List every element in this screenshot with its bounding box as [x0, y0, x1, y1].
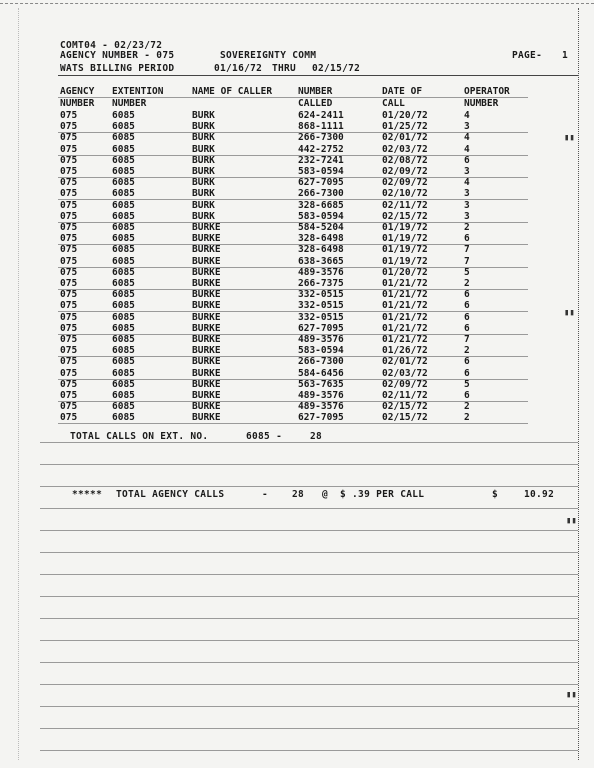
number-called: 583-0594 — [298, 345, 344, 357]
number-called: 332-0515 — [298, 300, 344, 312]
caller-name: BURKE — [192, 278, 221, 289]
operator-number: 7 — [464, 255, 470, 267]
agency-number: 075 — [60, 289, 78, 301]
ext-number: 6085 — [112, 233, 135, 245]
caller-name: BURK — [192, 210, 215, 222]
agency-total-dash: - — [262, 489, 269, 500]
ext-total-ext: 6085 - — [246, 431, 283, 442]
ext-number: 6085 — [112, 110, 135, 121]
call-date: 02/01/72 — [382, 132, 428, 144]
form-line — [40, 706, 578, 707]
agency-name: SOVEREIGNTY COMM — [220, 50, 317, 61]
number-called: 489-3576 — [298, 401, 344, 413]
form-line — [40, 640, 578, 641]
col-caller-heading: NAME OF CALLER — [192, 86, 273, 97]
caller-name: BURKE — [192, 412, 221, 424]
col-agency-subheading: NUMBER — [60, 98, 95, 109]
ext-number: 6085 — [112, 255, 135, 267]
number-called: 583-0594 — [298, 166, 344, 177]
number-called: 627-7095 — [298, 177, 344, 189]
operator-number: 4 — [464, 143, 470, 155]
caller-name: BURKE — [192, 378, 221, 390]
ext-number: 6085 — [112, 278, 135, 289]
agency-number: 075 — [60, 121, 78, 133]
number-called: 266-7375 — [298, 278, 344, 289]
number-called: 332-0515 — [298, 311, 344, 323]
operator-number: 2 — [464, 222, 470, 233]
form-line — [40, 552, 578, 553]
call-date: 01/21/72 — [382, 311, 428, 323]
margin-mark-3: ▮▮ — [566, 516, 577, 526]
form-line — [40, 750, 578, 751]
agency-number: 075 — [60, 334, 78, 345]
form-line — [40, 530, 578, 531]
ext-number: 6085 — [112, 378, 135, 390]
caller-name: BURKE — [192, 401, 221, 413]
call-date: 01/19/72 — [382, 255, 428, 267]
col-number-heading: NUMBER — [298, 86, 333, 97]
ext-number: 6085 — [112, 345, 135, 357]
margin-mark-4: ▮▮ — [566, 690, 577, 700]
agency-total-stars: ***** — [72, 489, 103, 500]
ext-number: 6085 — [112, 401, 135, 413]
call-date: 02/09/72 — [382, 378, 428, 390]
col-ext-heading: EXTENTION — [112, 86, 164, 97]
ext-number: 6085 — [112, 322, 135, 334]
col-ext-subheading: NUMBER — [112, 98, 147, 109]
call-date: 02/10/72 — [382, 188, 428, 200]
ext-number: 6085 — [112, 300, 135, 312]
agency-number: 075 — [60, 222, 78, 233]
call-date: 02/03/72 — [382, 143, 428, 155]
ext-number: 6085 — [112, 367, 135, 379]
caller-name: BURKE — [192, 300, 221, 312]
caller-name: BURKE — [192, 266, 221, 278]
form-line — [40, 486, 578, 487]
agency-number: 075 — [60, 210, 78, 222]
ext-number: 6085 — [112, 154, 135, 166]
operator-number: 6 — [464, 289, 470, 301]
caller-name: BURK — [192, 121, 215, 133]
ext-number: 6085 — [112, 177, 135, 189]
form-line — [40, 442, 578, 443]
agency-number: 075 — [60, 390, 78, 401]
call-date: 02/09/72 — [382, 166, 428, 177]
operator-number: 2 — [464, 278, 470, 289]
operator-number: 3 — [464, 210, 470, 222]
ext-number: 6085 — [112, 121, 135, 133]
agency-number: 075 — [60, 255, 78, 267]
caller-name: BURKE — [192, 322, 221, 334]
number-called: 266-7300 — [298, 356, 344, 368]
ext-number: 6085 — [112, 132, 135, 144]
operator-number: 2 — [464, 401, 470, 413]
ext-number: 6085 — [112, 210, 135, 222]
ext-number: 6085 — [112, 289, 135, 301]
ext-number: 6085 — [112, 266, 135, 278]
agency-number: 075 — [60, 188, 78, 200]
caller-name: BURK — [192, 188, 215, 200]
agency-total-rate: $ .39 PER CALL — [340, 489, 425, 500]
operator-number: 6 — [464, 390, 470, 401]
call-date: 01/21/72 — [382, 334, 428, 345]
col-operator-heading: OPERATOR — [464, 86, 510, 97]
agency-number: 075 — [60, 311, 78, 323]
number-called: 563-7635 — [298, 378, 344, 390]
ext-total-count: 28 — [310, 431, 323, 442]
agency-number: 075 — [60, 154, 78, 166]
agency-total-count: 28 — [292, 489, 305, 500]
caller-name: BURKE — [192, 345, 221, 357]
caller-name: BURK — [192, 143, 215, 155]
ext-number: 6085 — [112, 334, 135, 345]
agency-number: 075 — [60, 345, 78, 357]
operator-number: 5 — [464, 378, 470, 390]
caller-name: BURKE — [192, 244, 221, 256]
form-line — [40, 464, 578, 465]
call-date: 02/15/72 — [382, 401, 428, 413]
operator-number: 6 — [464, 300, 470, 312]
agency-number: 075 — [60, 110, 78, 121]
ext-number: 6085 — [112, 222, 135, 233]
call-date: 01/21/72 — [382, 300, 428, 312]
operator-number: 6 — [464, 311, 470, 323]
number-called: 328-6685 — [298, 199, 344, 211]
form-line — [40, 662, 578, 663]
operator-number: 4 — [464, 110, 470, 121]
number-called: 627-7095 — [298, 412, 344, 424]
number-called: 232-7241 — [298, 154, 344, 166]
agency-label: AGENCY NUMBER - 075 — [60, 50, 175, 61]
ext-number: 6085 — [112, 412, 135, 424]
caller-name: BURKE — [192, 367, 221, 379]
operator-number: 2 — [464, 345, 470, 357]
operator-number: 7 — [464, 244, 470, 256]
page-label: PAGE- — [512, 50, 543, 61]
form-line — [40, 508, 578, 509]
number-called: 266-7300 — [298, 132, 344, 144]
form-line — [40, 684, 578, 685]
call-date: 01/21/72 — [382, 289, 428, 301]
col-number-subheading: CALLED — [298, 98, 333, 109]
agency-number: 075 — [60, 322, 78, 334]
agency-total-dollar: $ — [492, 489, 499, 500]
operator-number: 6 — [464, 322, 470, 334]
col-operator-subheading: NUMBER — [464, 98, 499, 109]
col-agency-heading: AGENCY — [60, 86, 95, 97]
caller-name: BURK — [192, 166, 215, 177]
agency-number: 075 — [60, 356, 78, 368]
report-id: COMT04 - 02/23/72 — [60, 40, 163, 51]
number-called: 489-3576 — [298, 334, 344, 345]
ext-number: 6085 — [112, 188, 135, 200]
agency-total-at: @ — [322, 489, 329, 500]
caller-name: BURK — [192, 132, 215, 144]
caller-name: BURKE — [192, 289, 221, 301]
call-date: 02/15/72 — [382, 210, 428, 222]
agency-number: 075 — [60, 233, 78, 245]
number-called: 328-6498 — [298, 233, 344, 245]
agency-total-amount: 10.92 — [524, 489, 555, 500]
call-date: 02/03/72 — [382, 367, 428, 379]
ext-number: 6085 — [112, 390, 135, 401]
agency-number: 075 — [60, 177, 78, 189]
call-date: 01/19/72 — [382, 233, 428, 245]
call-date: 02/11/72 — [382, 390, 428, 401]
agency-number: 075 — [60, 266, 78, 278]
agency-number: 075 — [60, 143, 78, 155]
operator-number: 3 — [464, 121, 470, 133]
caller-name: BURKE — [192, 390, 221, 401]
period-to: 02/15/72 — [312, 63, 361, 74]
call-date: 01/19/72 — [382, 222, 428, 233]
col-date-heading: DATE OF — [382, 86, 423, 97]
number-called: 627-7095 — [298, 322, 344, 334]
number-called: 624-2411 — [298, 110, 344, 121]
operator-number: 3 — [464, 199, 470, 211]
agency-number: 075 — [60, 378, 78, 390]
form-line — [40, 618, 578, 619]
call-date: 02/08/72 — [382, 154, 428, 166]
thru-label: THRU — [272, 63, 297, 74]
number-called: 868-1111 — [298, 121, 344, 133]
operator-number: 4 — [464, 132, 470, 144]
caller-name: BURKE — [192, 311, 221, 323]
caller-name: BURK — [192, 154, 215, 166]
number-called: 328-6498 — [298, 244, 344, 256]
call-date: 01/20/72 — [382, 110, 428, 121]
number-called: 584-6456 — [298, 367, 344, 379]
ext-number: 6085 — [112, 311, 135, 323]
call-date: 01/20/72 — [382, 266, 428, 278]
ext-number: 6085 — [112, 166, 135, 177]
caller-name: BURK — [192, 199, 215, 211]
tractor-feed-top-edge — [0, 3, 594, 4]
agency-number: 075 — [60, 166, 78, 177]
right-margin-perforation — [578, 8, 579, 760]
number-called: 489-3576 — [298, 390, 344, 401]
margin-mark-1: ▮▮ — [564, 133, 575, 143]
agency-number: 075 — [60, 199, 78, 211]
call-date: 01/21/72 — [382, 278, 428, 289]
period-from: 01/16/72 — [214, 63, 263, 74]
number-called: 266-7300 — [298, 188, 344, 200]
form-line — [40, 574, 578, 575]
operator-number: 3 — [464, 166, 470, 177]
agency-number: 075 — [60, 412, 78, 424]
agency-number: 075 — [60, 401, 78, 413]
operator-number: 2 — [464, 412, 470, 424]
call-date: 02/11/72 — [382, 199, 428, 211]
caller-name: BURKE — [192, 334, 221, 345]
call-date: 01/26/72 — [382, 345, 428, 357]
operator-number: 6 — [464, 233, 470, 245]
caller-name: BURK — [192, 110, 215, 121]
margin-mark-2: ▮▮ — [564, 308, 575, 318]
operator-number: 6 — [464, 154, 470, 166]
call-date: 01/25/72 — [382, 121, 428, 133]
number-called: 489-3576 — [298, 266, 344, 278]
form-line — [40, 596, 578, 597]
operator-number: 6 — [464, 367, 470, 379]
call-date: 02/09/72 — [382, 177, 428, 189]
row-rule — [58, 423, 528, 424]
ext-number: 6085 — [112, 143, 135, 155]
form-line — [40, 728, 578, 729]
operator-number: 3 — [464, 188, 470, 200]
caller-name: BURKE — [192, 233, 221, 245]
ext-number: 6085 — [112, 356, 135, 368]
agency-number: 075 — [60, 244, 78, 256]
agency-number: 075 — [60, 367, 78, 379]
agency-number: 075 — [60, 278, 78, 289]
billing-period-label: WATS BILLING PERIOD — [60, 63, 175, 74]
call-date: 01/21/72 — [382, 322, 428, 334]
page-number: 1 — [562, 50, 569, 61]
operator-number: 4 — [464, 177, 470, 189]
agency-number: 075 — [60, 132, 78, 144]
agency-number: 075 — [60, 300, 78, 312]
ext-number: 6085 — [112, 244, 135, 256]
number-called: 442-2752 — [298, 143, 344, 155]
caller-name: BURKE — [192, 255, 221, 267]
operator-number: 6 — [464, 356, 470, 368]
caller-name: BURKE — [192, 222, 221, 233]
caller-name: BURK — [192, 177, 215, 189]
number-called: 638-3665 — [298, 255, 344, 267]
left-margin-perforation — [18, 8, 19, 760]
call-date: 02/01/72 — [382, 356, 428, 368]
number-called: 583-0594 — [298, 210, 344, 222]
operator-number: 7 — [464, 334, 470, 345]
operator-number: 5 — [464, 266, 470, 278]
ext-number: 6085 — [112, 199, 135, 211]
agency-total-label: TOTAL AGENCY CALLS — [116, 489, 225, 500]
caller-name: BURKE — [192, 356, 221, 368]
col-date-subheading: CALL — [382, 98, 405, 109]
header-rule — [58, 75, 578, 76]
number-called: 332-0515 — [298, 289, 344, 301]
ext-total-label: TOTAL CALLS ON EXT. NO. — [70, 431, 209, 442]
call-date: 01/19/72 — [382, 244, 428, 256]
number-called: 584-5204 — [298, 222, 344, 233]
call-date: 02/15/72 — [382, 412, 428, 424]
